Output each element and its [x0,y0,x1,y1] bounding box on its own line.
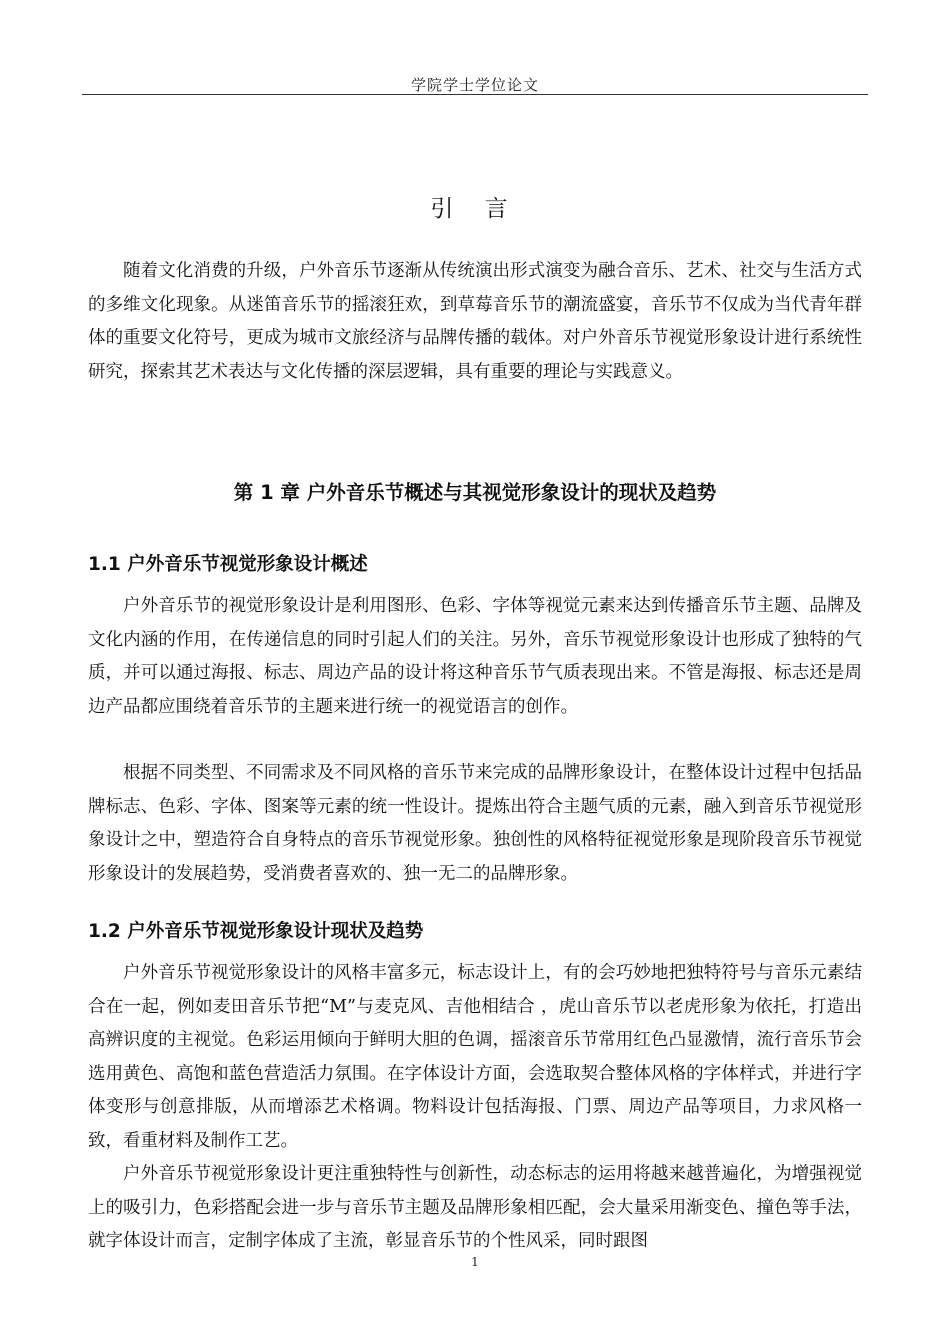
intro-paragraph: 随着文化消费的升级，户外音乐节逐渐从传统演出形式演变为融合音乐、艺术、社交与生活方式的多维文化现象。从迷笛音乐节的摇滚狂欢，到草莓音乐节的潮流盛宴，音乐节不仅成为当代青年群体的重要文化符号，更成为城市文旅经济与品牌传播的载体。对户外音乐节视觉形象设计进行系统性研究，探索其艺术表达与文化传播的深层逻辑，具有重要的理论与实践意义。 [88,261,862,382]
header-divider [82,94,868,95]
section-1-1-paragraph-2: 根据不同类型、不同需求及不同风格的音乐节来完成的品牌形象设计，在整体设计过程中包括品牌标志、色彩、字体、图案等元素的统一性设计。提炼出符合主题气质的元素，融入到音乐节视觉形象设计之中，塑造符合自身特点的音乐节视觉形象。独创性的风格特征视觉形象是现阶段音乐节视觉形象设计的发展趋势，受消费者喜欢的、独一无二的品牌形象。 [88,763,862,884]
running-header: 学院学士学位论文 [410,76,539,94]
section-1-2-paragraph-2: 户外音乐节视觉形象设计更注重独特性与创新性，动态标志的运用将越来越普遍化，为增强视觉上的吸引力，色彩搭配会进一步与音乐节主题及品牌形象相匹配，会大量采用渐变色、撞色等手法，就字体设计而言，定制字体成了主流，彰显音乐节的个性风采，同时跟图 [88,1164,862,1251]
section-1-1-paragraph-1: 户外音乐节的视觉形象设计是利用图形、色彩、字体等视觉元素来达到传播音乐节主题、品牌及文化内涵的作用，在传递信息的同时引起人们的关注。另外，音乐节视觉形象设计也形成了独特的气质，并可以通过海报、标志、周边产品的设计将这种音乐节气质表现出来。不管是海报、标志还是周边产品都应围绕着音乐节的主题来进行统一的视觉语言的创作。 [88,596,862,717]
section-1-2-paragraph-1: 户外音乐节视觉形象设计的风格丰富多元，标志设计上，有的会巧妙地把独特符号与音乐元素结合在一起，例如麦田音乐节把“M”与麦克风、吉他相结合 ，虎山音乐节以老虎形象为依托，打造出高辨识度的主视觉。色彩运用倾向于鲜明大胆的色调，摇滚音乐节常用红色凸显激情，流行音乐节会选用黄色、高饱和蓝色营造活力氛围。在字体设计方面，会选取契合整体风格的字体样式，并进行字体变形与创意排版，从而增添艺术格调。物料设计包括海报、门票、周边产品等项目，力求风格一致，看重材料及制作工艺。 [88,963,862,1151]
page-number: 1 [471,1255,479,1269]
section-1-2-title: 1.2 户外音乐节视觉形象设计现状及趋势 [88,921,424,942]
chapter-1-title: 第 1 章 户外音乐节概述与其视觉形象设计的现状及趋势 [233,481,717,504]
intro-title: 引 言 [430,196,520,222]
section-1-1-title: 1.1 户外音乐节视觉形象设计概述 [88,554,368,575]
